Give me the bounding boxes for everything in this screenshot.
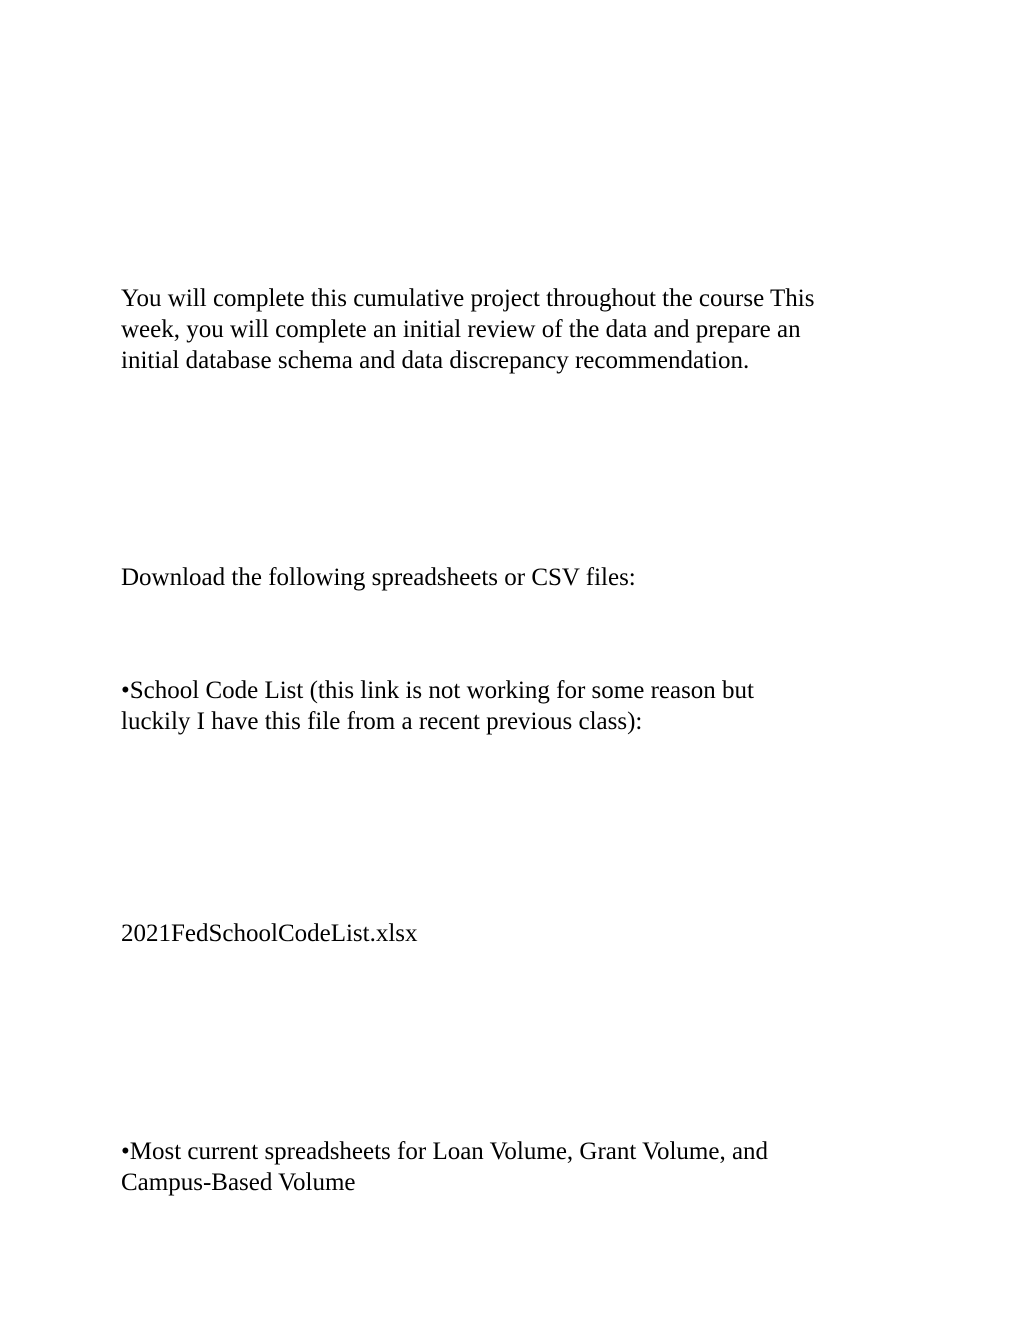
text-line: 2021FedSchoolCodeList.xlsx bbox=[121, 920, 418, 947]
text-line: •School Code List (this link is not working for some reason but bbox=[121, 677, 755, 704]
school-code-list-bullet bbox=[121, 675, 881, 737]
text-line: initial database schema and data discrepancy recommendation. bbox=[121, 347, 750, 374]
text-line: luckily I have this file from a recent previous class): bbox=[121, 708, 643, 735]
file-name bbox=[121, 918, 881, 949]
intro-paragraph bbox=[121, 283, 881, 376]
text-line: •Most current spreadsheets for Loan Volume, Grant Volume, and bbox=[121, 1138, 769, 1165]
text-line: You will complete this cumulative project throughout the course This bbox=[121, 285, 815, 312]
text-line: week, you will complete an initial review of the data and prepare an bbox=[121, 316, 801, 343]
text-line: Download the following spreadsheets or CSV files: bbox=[121, 564, 636, 591]
volume-spreadsheets-bullet bbox=[121, 1136, 881, 1198]
text-line: Campus-Based Volume bbox=[121, 1169, 356, 1196]
download-instruction bbox=[121, 562, 881, 593]
